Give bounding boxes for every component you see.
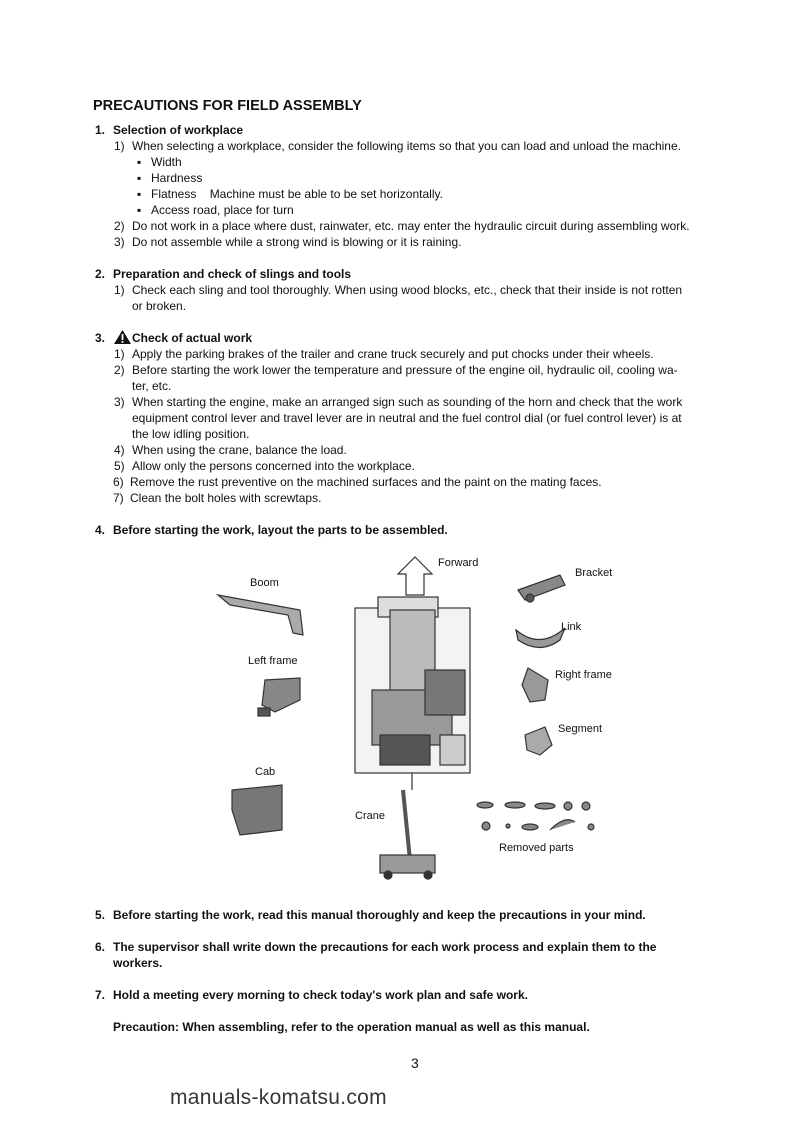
label-forward: Forward [438, 557, 479, 569]
removed-parts-group [477, 802, 594, 830]
crane-part [380, 790, 435, 879]
item-text: Check each sling and tool thoroughly. When using wood blocks, etc., check that their inside is not rotten [132, 283, 683, 297]
item-number: 2) [114, 363, 125, 377]
bullet-text: Hardness [151, 171, 203, 185]
item-text: Allow only the persons concerned into the workplace. [132, 459, 415, 473]
bullet-icon: ▪ [137, 187, 142, 201]
item-text: Apply the parking brakes of the trailer and crane truck securely and put chocks under their wheels. [132, 347, 654, 361]
page-number: 3 [411, 1055, 419, 1071]
segment-part [525, 727, 552, 755]
item-text: Do not work in a place where dust, rainwater, etc. may enter the hydraulic circuit during assembling work. [132, 219, 690, 233]
item-text: Remove the rust preventive on the machined surfaces and the paint on the mating faces. [130, 475, 602, 489]
label-right-frame: Right frame [555, 669, 612, 681]
item-number: 6) [113, 475, 124, 489]
label-left-frame: Left frame [248, 655, 298, 667]
bullet-icon: ▪ [137, 171, 142, 185]
label-segment: Segment [558, 723, 603, 735]
page-title: PRECAUTIONS FOR FIELD ASSEMBLY [93, 98, 362, 114]
precaution-note: Precaution: When assembling, refer to the operation manual as well as this manual. [113, 1020, 590, 1034]
bullet-text: Width [151, 155, 182, 169]
section-5-heading: Before starting the work, read this manual thoroughly and keep the precautions in your mind. [113, 908, 646, 922]
item-text: When selecting a workplace, consider the following items so that you can load and unload the machine. [132, 139, 681, 153]
item-text: Do not assemble while a strong wind is blowing or it is raining. [132, 235, 462, 249]
item-number: 3) [114, 235, 125, 249]
left-frame-part [258, 678, 300, 716]
item-number: 1) [114, 139, 125, 153]
label-cab: Cab [255, 766, 276, 778]
item-text-continued: or broken. [132, 299, 187, 313]
item-number: 7) [113, 491, 124, 505]
label-removed-parts: Removed parts [499, 842, 574, 854]
section-3-number: 3. [95, 331, 106, 345]
link-part [516, 628, 565, 648]
boom-part [218, 595, 303, 635]
machine-top-view [355, 597, 470, 790]
section-1-heading: Selection of workplace [113, 123, 244, 137]
item-text: When using the crane, balance the load. [132, 443, 347, 457]
cab-part [232, 785, 282, 835]
bullet-icon: ▪ [137, 155, 142, 169]
section-2-heading: Preparation and check of slings and tools [113, 267, 352, 281]
item-text: Clean the bolt holes with screwtaps. [130, 491, 322, 505]
section-1-number: 1. [95, 123, 106, 137]
label-link: Link [561, 621, 582, 633]
bracket-part [518, 575, 565, 602]
item-text-continued: equipment control lever and travel lever are in neutral and the fuel control dial (or fuel control lever) is at [132, 411, 682, 425]
item-text: When starting the engine, make an arranged sign such as sounding of the horn and check that the work [132, 395, 683, 409]
section-4-heading: Before starting the work, layout the parts to be assembled. [113, 523, 448, 537]
section-3-heading: Check of actual work [132, 331, 253, 345]
label-crane: Crane [355, 810, 385, 822]
bullet-text: Access road, place for turn [151, 203, 294, 217]
item-number: 5) [114, 459, 125, 473]
item-number: 1) [114, 347, 125, 361]
bullet-text: Flatness Machine must be able to be set horizontally. [151, 187, 443, 201]
item-number: 4) [114, 443, 125, 457]
section-7-number: 7. [95, 988, 106, 1002]
section-7-heading: Hold a meeting every morning to check today's work plan and safe work. [113, 988, 528, 1002]
section-6-heading-continued: workers. [113, 956, 163, 970]
item-text-continued: the low idling position. [132, 427, 250, 441]
label-boom: Boom [250, 577, 279, 589]
section-6-number: 6. [95, 940, 106, 954]
item-number: 2) [114, 219, 125, 233]
section-6-heading: The supervisor shall write down the precautions for each work process and explain them to the [113, 940, 657, 954]
item-number: 3) [114, 395, 125, 409]
section-4-number: 4. [95, 523, 106, 537]
forward-arrow-icon [398, 557, 432, 595]
section-5-number: 5. [95, 908, 106, 922]
item-text: Before starting the work lower the temperature and pressure of the engine oil, hydraulic oil, cooling wa- [132, 363, 678, 377]
item-number: 1) [114, 283, 125, 297]
item-text-continued: ter, etc. [132, 379, 172, 393]
right-frame-part [522, 668, 548, 702]
bullet-icon: ▪ [137, 203, 142, 217]
label-bracket: Bracket [575, 567, 613, 579]
watermark: manuals-komatsu.com [170, 1086, 387, 1109]
section-2-number: 2. [95, 267, 106, 281]
